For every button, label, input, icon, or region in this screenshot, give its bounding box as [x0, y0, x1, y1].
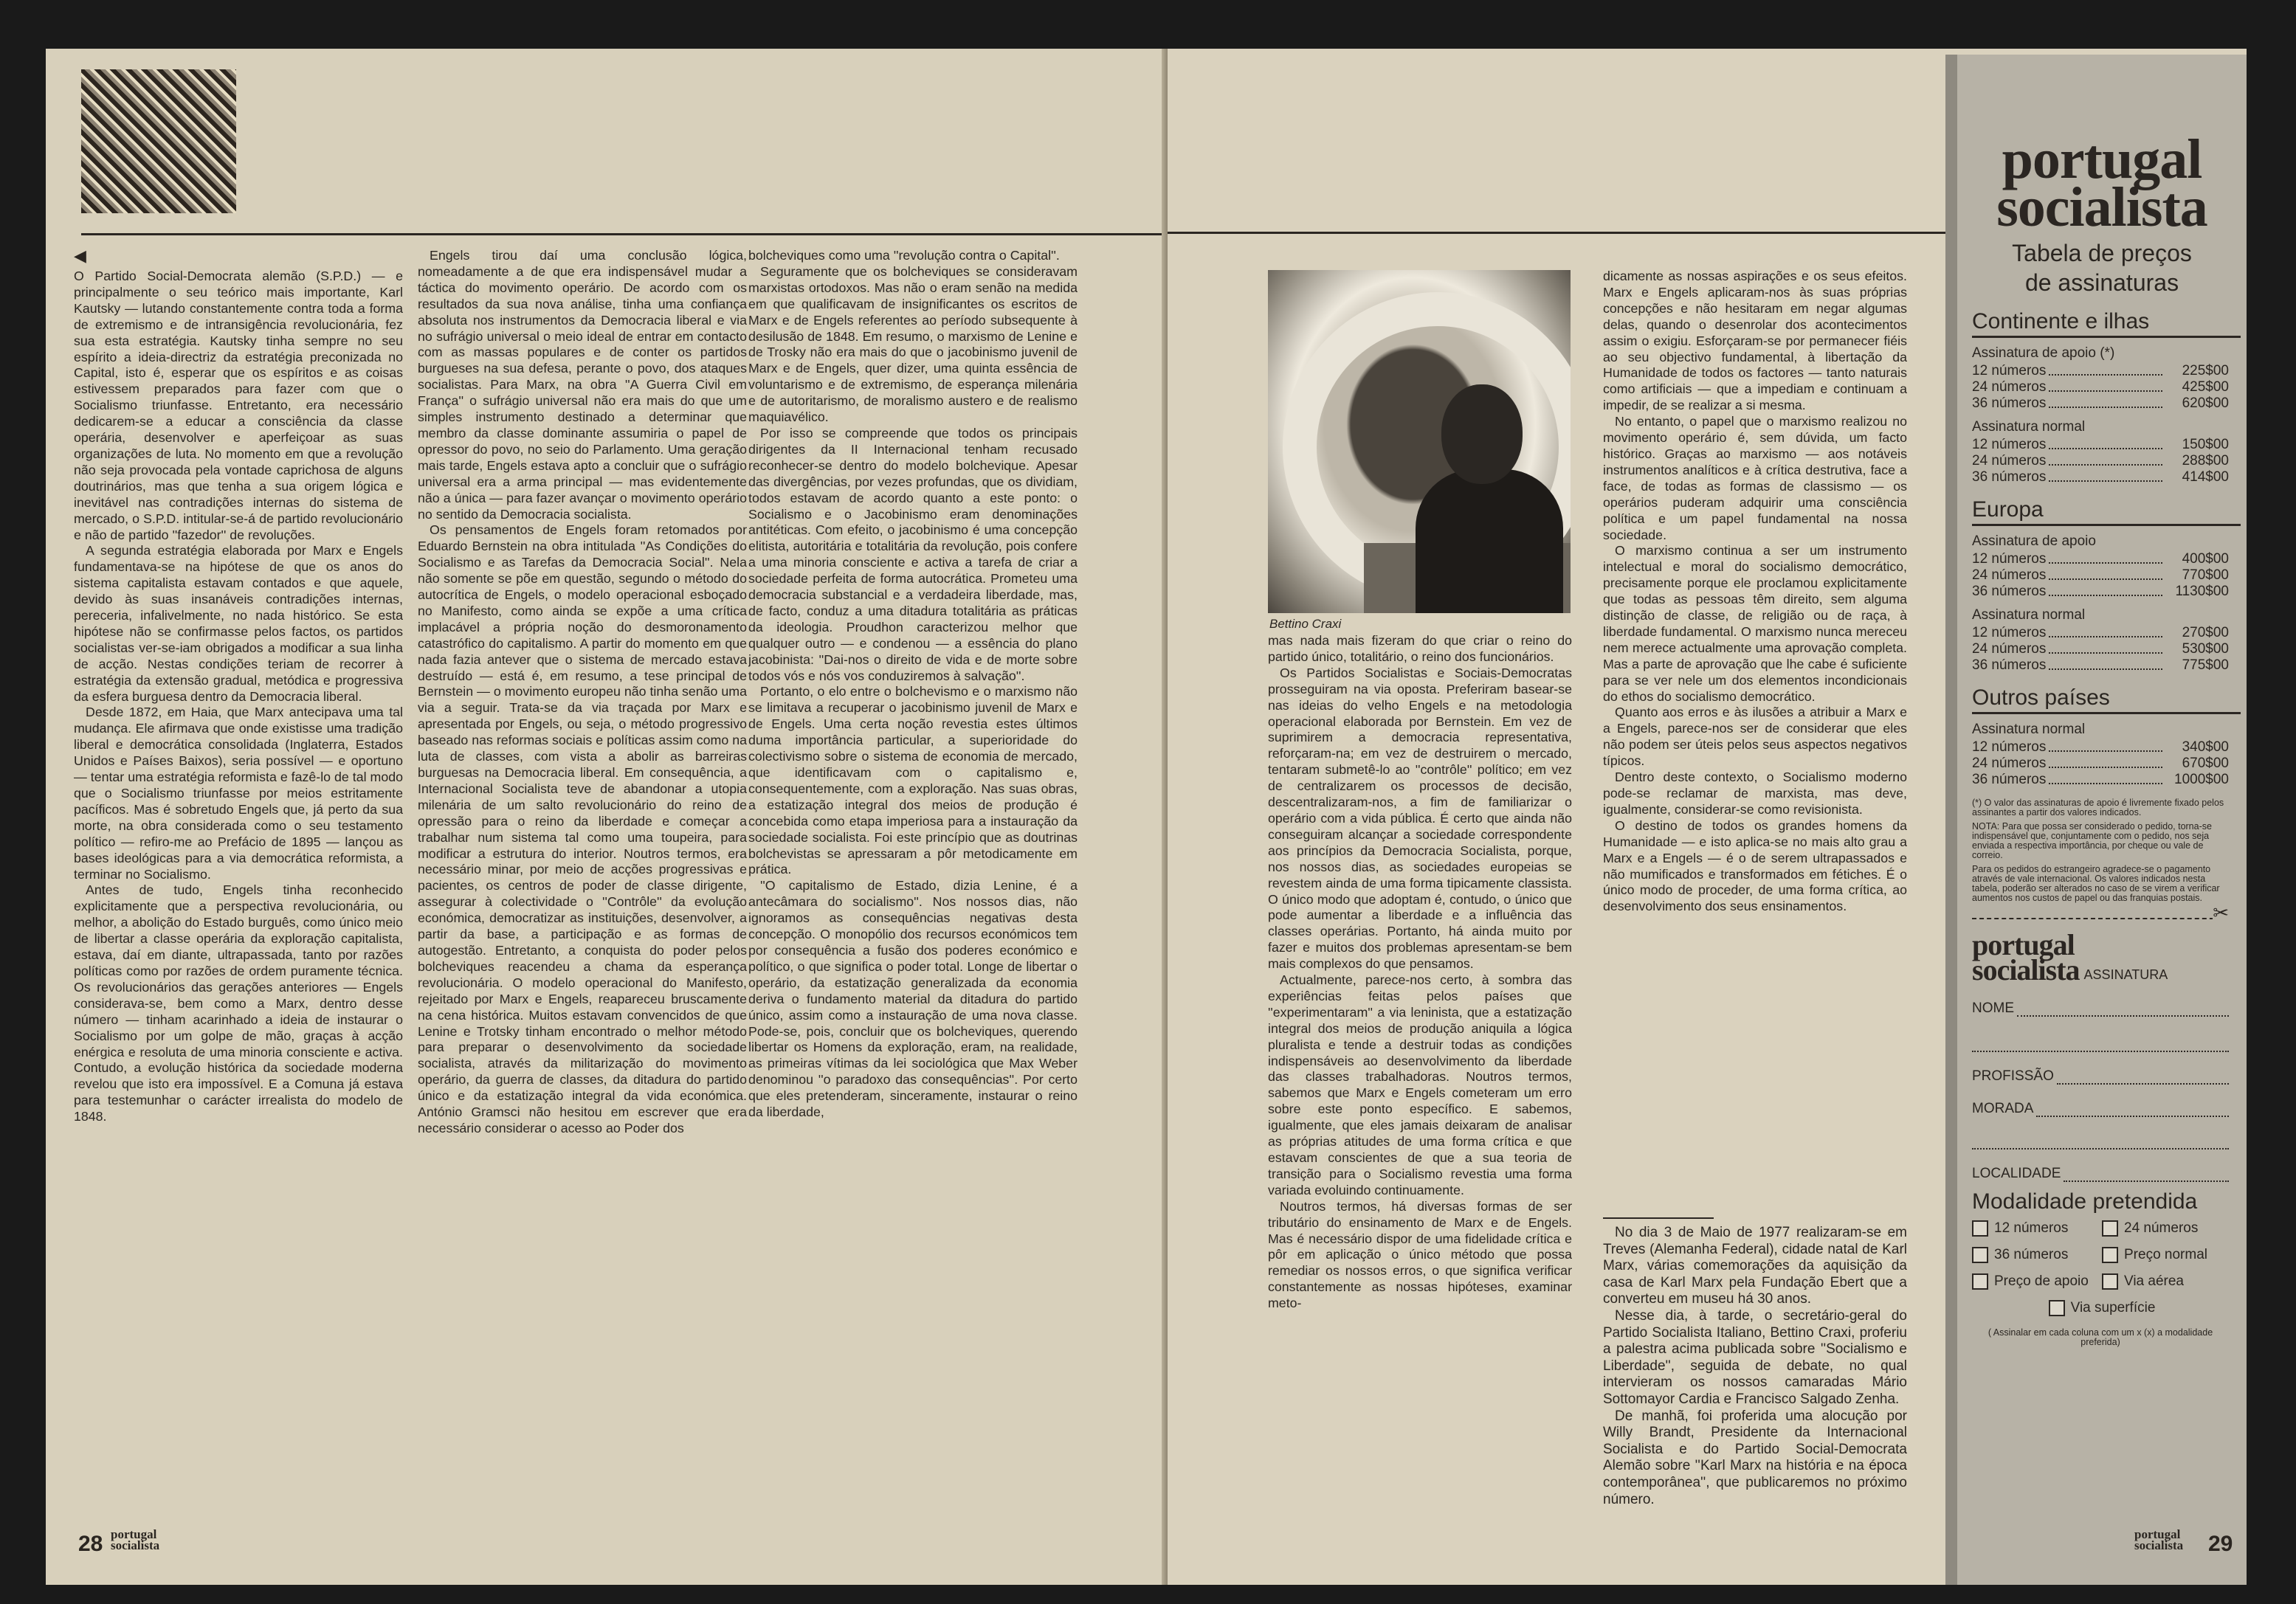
price-row: 12 números 400$00 [1972, 551, 2229, 567]
page-number: 28 [78, 1532, 103, 1556]
divider [1603, 1217, 1714, 1219]
paragraph: Engels tirou daí uma conclusão lógica, nomeadamente a de que era indispensável mudar a táctica do movimento operário. De acordo com os resultados da sua nova análise, tinha uma confiança absoluta nos instrumentos da Democracia liberal e via no sufrágio universal o meio ideal de entrar em contacto com as massas populares e de conter os partidos burgueses na sua defesa, perante o povo, dos ataques socialistas. Para Marx, na obra ''A Guerra Civil em França'' o sufrágio universal não era mais do que um simples instrumento destinado a determinar que membro da classe dominante assumiria o papel de opressor do povo, no seio do Parlamento. Uma geração mais tarde, Engels estava apto a concluir que o sufrágio universal era a arma principal — mas evidentemente não a única — para fazer avançar o movimento operário no sentido da Democracia socialista. [418, 248, 747, 522]
form-footnote: ( Assinalar em cada coluna com um x (x) a modalidade preferida) [1988, 1327, 2213, 1348]
right-page [1168, 49, 2247, 1585]
address-field[interactable]: MORADA [1972, 1099, 2229, 1117]
option-aerea[interactable]: Via aérea [2102, 1273, 2232, 1290]
price-row: 36 números 1130$00 [1972, 584, 2229, 600]
option-24[interactable]: 24 números [2102, 1220, 2232, 1237]
paragraph: O Partido Social-Democrata alemão (S.P.D.) — e principalmente o seu teórico mais importante, Karl Kautsky — lutando constantemente contra toda a forma de extremismo e de intransigência revolucionária, fez sua esta estratégia. Kautsky tinha sempre no seu espírito a ideia-directriz da estratégia preconizada no Capital, isto é, esperar que os espíritos e as coisas estivessem preparados para fazer com que o Socialismo triunfasse. Entretanto, era necessário dedicarem-se a educar a consciência da classe operária, desenvolver e aperfeiçoar as suas organizações de luta. No momento em que a revolução não seja provocada pela vontade caprichosa de alguns doutrinários, mas que tenha a sua origem lógica e inevitável nas contradições internas do sistema de mercado, o S.P.D. intitular-se-á de partido revolucionário e não de partido ''fazedor'' de revoluções. [74, 269, 403, 542]
page-number: 29 [2208, 1532, 2233, 1556]
paragraph: Noutros termos, há diversas formas de ser tributário do ensinamento de Marx e de Engels. Mas é necessário dispor de uma fidelidade crítica e pôr em aplicação o único método que possa remediar os nossos erros, o que significa verificar constantemente as nossas hipóteses, examinar meto- [1268, 1198, 1572, 1311]
price-row: 24 números 670$00 [1972, 756, 2229, 772]
footer-logo: portugal socialista [2134, 1527, 2184, 1552]
paragraph: Os Partidos Socialistas e Sociais-Democratas prosseguiram na via oposta. Preferiram basear-se nas ideias do velho Engels e na metodologia operacional elaborada por Bernstein. Em vez de suprimirem a democracia representativa, reforçaram-na; em vez de destruirem o mercado, tentaram submetê-lo ao ''contrôle'' político; em vez de centralizarem os processos de decisão, descentralizaram-nos, a fim de familiarizar o operário com a vida pública. É certo que ainda não conseguiram alcançar a sociedade correspondente aos princípios da Democracia Socialista, porque, nos nossos dias, as sociedades europeias se revestem ainda de uma forma tipicamente classista. O único modo que adoptam é, contudo, o único que pode aumentar a liberdade e a influência das classes operárias. Portanto, há ainda muito por fazer e muitos dos problemas apresentam-se bem mais complexos do que pensamos. [1268, 665, 1572, 972]
nota-text: NOTA: Para que possa ser considerado o pedido, torna-se indispensável que, conjuntamente com o pedido, nos seja enviada a respectiva importância, por cheque ou vale de correio. [1972, 821, 2212, 861]
right-column-1 [1268, 633, 1572, 1563]
paragraph: No entanto, o papel que o marxismo realizou no movimento operário é, sem dúvida, um facto histórico. Graças ao marxismo — aos notáveis instrumentos analíticos e à crítica destrutiva, face a face, de todas as formas de classismo — os operários puderam adquirir uma consciência política e um papel fundamental na nossa sociedade. [1603, 414, 1907, 542]
sidebar-logo: portugal socialista [1996, 128, 2207, 238]
paragraph: Dentro deste contexto, o Socialismo moderno pode-se reclamar de marxista, mas deve, igualmente, considerar-se como revisionista. [1603, 770, 1907, 817]
craxi-photo [1268, 270, 1571, 613]
section-heading: Outros países [1972, 685, 2241, 714]
paragraph: Portanto, o elo entre o bolchevismo e o marxismo não se limitava a recuperar o jacobinismo juvenil de Marx e de Engels. Uma certa noção revestia estes últimos duma importância particular, a superioridade do colectivismo sobre o sistema de economia de mercado, que identificavam com o capitalismo e, consequentemente, com a exploração. Nas suas obras, a estatização integral dos meios de produção é concebida como etapa imperiosa para a instauração da sociedade socialista. Foi este princípio que as doutrinas bolchevistas se apressaram a pôr metodicamente em prática. [748, 684, 1078, 877]
paragraph: Actualmente, parece-nos certo, à sombra das experiências feitas pelos países que ''experimentaram'' a via leninista, que a estatização integral dos meios de produção aniquila a lógica pluralista e tende a destruir todas as condições indispensáveis ao desenvolvimento da liberdade das classes trabalhadoras. Noutros termos, sabemos que Marx e Engels cometeram um erro sobre este ponto específico. E sabemos, igualmente, que eles jamais deixaram de analisar as próprias atitudes de uma forma crítica e que estavam conscientes de que a sua teoria de transição para o Socialismo revestia uma forma variada evoluindo continuamente. [1268, 972, 1572, 1197]
paragraph: Antes de tudo, Engels tinha reconhecido explicitamente que a perspectiva revolucionária, ou melhor, a abolição do Estado burguês, como único meio de libertar a classe operária da exploração capitalista, estava, daí em diante, ultrapassada, tanto por razões políticas como por razões de ordem puramente técnica. Os revolucionários das gerações anteriores — Engels considerava-se, bem como a Marx, dentro desse número — tinham acarinhado a ideia de instaurar o Socialismo por um golpe de mão, graças à acção enérgica e resoluta de uma minoria consciente e activa. Contudo, a evolução histórica da sociedade moderna revelou que isto era impossível. E a Comuna já estava para testemunhar o carácter irrealista do modelo de 1848. [74, 882, 403, 1124]
form-header [1972, 928, 2232, 987]
paragraph: ''O capitalismo de Estado, dizia Lenine, é a antecâmara do socialismo''. Nos nossos dias, não ignoramos as consequências negativas desta concepção. O monopólio dos recursos económicos tem por consequência a fusão dos poderes económico e político, o que significa o poder total. Longe de libertar o operário, da estatização generalizada da economia deriva o fundamento material da ditadura do partido único, assim como a instauração de uma nova classe. Pode-se, pois, concluir que os bolcheviques, querendo libertar os Homens da exploração, eram, na realidade, as primeiras vítimas da lei sociológica que Max Weber denominou ''o paradoxo das consequências''. Por certo que eles pretenderam, sinceramente, instaurar o reino da liberdade, [748, 878, 1078, 1120]
left-column-3 [748, 248, 1078, 1554]
news-box [1603, 1225, 1907, 1564]
group-label: Assinatura normal [1972, 419, 2086, 435]
paragraph: O destino de todos os grandes homens da Humanidade — e isto aplica-se no mais alto grau a Marx e a Engels — é o de serem ultrapassados e não mumificados e transformados em fétiches. É o único modo de proceder, de uma forma crítica, ao desenvolvimento dos seus ensinamentos. [1603, 817, 1907, 914]
cut-line [1972, 902, 2229, 924]
paragraph: No dia 3 de Maio de 1977 realizaram-se em Treves (Alemanha Federal), cidade natal de Karl Marx, várias comemorações da aquisição da casa de Karl Marx pela Fundação Ebert que a converteu em museu há 30 anos. [1603, 1225, 1907, 1307]
blank-line[interactable] [1972, 1132, 2229, 1150]
top-rule [81, 233, 1166, 235]
paragraph: Os pensamentos de Engels foram retomados por Eduardo Bernstein na obra intitulada ''As Condições do Socialismo e as Tarefas da Democracia Social''. Nela não somente se põe em questão, segundo o método do autocrítica de Engels, o modelo operacional esboçado no Manifesto, como ainda se expõe a uma crítica implacável a própria noção do desmoronamento catastrófico do capitalismo. A partir do momento em que nada fazia antever que o sistema de mercado estava destruído — está é, em resumo, a tese principal de Bernstein — o movimento europeu não tinha senão uma via a seguir. Trata-se da via traçada por Marx e apresentada por Engels, ou seja, o método progressivo baseado nas reformas sociais e políticas assim como na luta de classes, com vista a abolir as barreiras burguesas na Democracia liberal. Em consequência, a Internacional Socialista teve de abandonar a utopia milenária de um salto revolucionário do reino de opressão para o reino da liberdade e começar a trabalhar num sistema tal como uma toupeira, para modificar a estrutura do interior. Noutros termos, era necessário minar, por meio de acções progressivas e pacientes, os centros de poder de classe dirigente, assegurar à colectividade o ''Contrôle'' da evolução económica, democratizar as instituições, desenvolver, a partir da base, a participação e as formas de autogestão. Entretanto, a conquista do poder pelos bolcheviques reacendeu a chama da esperança revolucionária. O modelo operacional do Manifesto, rejeitado por Marx e Engels, reapareceu bruscamente na cena histórica. Muitos estavam convencidos de que Lenine e Trotsky tinham encontrado o melhor método para preparar o desenvolvimento da sociedade socialista, através da militarização do movimento operário, da guerra de classes, da ditadura do partido único e da estatização integral da vida económica. António Gramsci não hesitou em escrever que era necessário considerar o acesso ao Poder dos [418, 522, 747, 1135]
top-rule [1168, 232, 1945, 234]
paragraph: Nesse dia, à tarde, o secretário-geral do Partido Socialista Italiano, Bettino Craxi, proferiu a palestra acima publicada sobre ''Socialismo e Liberdade'', seguida de debate, no qual intervieram os nossos camaradas Mário Sottomayor Cardia e Francisco Salgado Zenha. [1603, 1307, 1907, 1407]
price-row: 12 números 150$00 [1972, 437, 2229, 453]
crowd-photo [81, 69, 236, 213]
paragraph: O marxismo continua a ser um instrumento intelectual e moral do socialismo democrático, precisamente porque ele proclamou explicitamente que todas as pessoas têm direito, sem alguma distinção de classe, de religião ou de raça, à liberdade fundamental. O marxismo nunca mereceu nem merece actualmente uma aprovação completa. Mas a parte de aprovação que lhe cabe é suficiente para se ver nele um dos elementos incondicionais do ethos do socialismo democrático. [1603, 543, 1907, 704]
group-label: Assinatura de apoio [1972, 533, 2096, 550]
right-column-2 [1603, 269, 1907, 1210]
price-row: 24 números 770$00 [1972, 567, 2229, 584]
price-row: 12 números 340$00 [1972, 739, 2229, 756]
paragraph: De manhã, foi proferida uma alocução por Willy Brandt, Presidente da Internacional Socialista e do Partido Social-Democrata Alemão sobre ''Karl Marx na história e na época contemporânea'', que publicaremos no próximo número. [1603, 1408, 1907, 1507]
locality-field[interactable]: LOCALIDADE [1972, 1164, 2229, 1182]
form-logo: portugal socialista [1972, 928, 2080, 987]
price-row: 36 números 775$00 [1972, 657, 2229, 674]
option-36[interactable]: 36 números [1972, 1247, 2102, 1263]
option-apoio[interactable]: Preço de apoio [1972, 1273, 2102, 1290]
name-field[interactable]: NOME [1972, 999, 2229, 1017]
blank-line[interactable] [1972, 1034, 2229, 1052]
paragraph: Quanto aos erros e às ilusões a atribuir a Marx e a Engels, parece-nos ser de considerar que eles não podem ser úteis pelos seus aspectos negativos típicos. [1603, 705, 1907, 769]
continue-arrow-icon: ◀ [74, 248, 86, 265]
left-column-2 [418, 248, 747, 1554]
price-table-title: Tabela de preços de assinaturas [2012, 240, 2192, 297]
price-row: 24 números 425$00 [1972, 379, 2229, 395]
profession-field[interactable]: PROFISSÃO [1972, 1067, 2229, 1085]
modality-options [1972, 1216, 2232, 1321]
paragraph: A segunda estratégia elaborada por Marx e Engels fundamentava-se na hipótese de que os anos do sistema capitalista estavam contados e que aquele, devido às suas insanáveis contradições internas, pereceria, infalivelmente, no nada histórico. Se esta hipótese não se confirmasse pelos factos, os partidos socialistas ver-se-iam obrigados a modificar a sua linha de acção. Nestas condições teriam de recorrer à estratégia da extensão gradual, metódica e progressiva da esfera burguesa dentro da Democracia liberal. [74, 543, 403, 704]
price-row: 36 números 414$00 [1972, 469, 2229, 485]
section-heading: Continente e ilhas [1972, 309, 2241, 338]
left-column-1 [74, 248, 403, 1554]
price-row: 24 números 530$00 [1972, 641, 2229, 657]
paragraph: bolcheviques como uma ''revolução contra o Capital''. [748, 248, 1060, 263]
modality-title: Modalidade pretendida [1972, 1189, 2198, 1214]
section-heading: Europa [1972, 497, 2241, 526]
paragraph: Seguramente que os bolcheviques se consideravam marxistas ortodoxos. Mas não o eram senão na medida em que qualificavam de insignificantes os escritos de Marx e de Engels referentes ao período subsequente à desilusão de 1848. Em resumo, o marxismo de Lenine e de Trosky não era mais do que o jacobinismo juvenil de Marx e de Engels, quer dizer, uma quinta essência de voluntarismo e de extremismo, de esperança milenária e de autoritarismo, de moralismo austero e de realismo maquiavélico. [748, 263, 1078, 425]
group-label: Assinatura normal [1972, 607, 2086, 623]
paragraph: Desde 1872, em Haia, que Marx antecipava uma tal mudança. Ele afirmava que onde existisse uma tradição liberal e democrática consolidada (Inglaterra, Estados Unidos e Países Baixos), seria possível — e oportuno — tentar uma estratégia reformista e fazê-lo de tal modo que o Socialismo triunfasse por meios estritamente pacíficos. Mas é sobretudo Engels que, já perto da sua morte, na obra considerada como o seu testamento político — refiro-me ao Prefácio de 1895 — lançou as bases ideológicas para a via democrática reformista, a terminar no Socialismo. [74, 705, 403, 882]
photo-caption: Bettino Craxi [1269, 617, 1342, 631]
price-row: 12 números 225$00 [1972, 363, 2229, 379]
price-row: 36 números 620$00 [1972, 395, 2229, 412]
option-normal[interactable]: Preço normal [2102, 1247, 2232, 1263]
option-12[interactable]: 12 números [1972, 1220, 2102, 1237]
paragraph: Por isso se compreende que todos os principais dirigentes da II Internacional tenham recusado reconhecer-se dentro do modelo bolchevique. Apesar das divergências, por vezes profundas, que os dividiam, todos estavam de acordo quanto a este ponto: o Socialismo e o Jacobinismo eram denominações antitéticas. Com efeito, o jacobinismo é uma concepção elitista, autoritária e totalitária da revolução, pois confere a uma minoria consciente e activa a tarefa de criar a sociedade perfeita de forma autocrática. Prometeu uma democracia substancial e a verdadeira liberdade, mas, de facto, conduz a uma ditadura totalitária as práticas da ideologia. Proudhon caracterizou melhor que qualquer outro — e condenou — a essência do plano jacobinista: ''Dai-nos o direito de vida e de morte sobre todos vós e nós vos conduziremos à salvação''. [748, 425, 1078, 683]
footer-logo: portugal socialista [111, 1527, 160, 1552]
price-row: 24 números 288$00 [1972, 453, 2229, 469]
price-row: 12 números 270$00 [1972, 625, 2229, 641]
left-page [46, 49, 1166, 1585]
subscription-sidebar [1945, 55, 2247, 1585]
option-superficie[interactable]: Via superfície [2049, 1300, 2156, 1316]
paragraph: dicamente as nossas aspirações e os seus efeitos. Marx e Engels aplicaram-nos às suas próprias concepções e não hesitaram em negar algumas delas, quando o desenrolar dos acontecimentos assim o exigiu. Esforçaram-se por permanecer fiéis ao seu objectivo fundamental, à libertação da Humanidade de todos os factores — tanto naturais como artificiais — que a impediam e continuam a impedir, de se realizar a si mesma. [1603, 269, 1907, 413]
nota-text: Para os pedidos do estrangeiro agradece-se o pagamento através de vale internacional. Os valores indicados nesta tabela, poderão ser alterados no caso de se virem a verificar aumentos nos custos de papel ou das franquias postais. [1972, 864, 2220, 904]
scissors-icon: ✂ [2213, 902, 2229, 924]
form-label: ASSINATURA [2083, 967, 2168, 983]
group-label: Assinatura de apoio (*) [1972, 345, 2115, 362]
price-row: 36 números 1000$00 [1972, 772, 2229, 788]
group-label: Assinatura normal [1972, 722, 2086, 738]
paragraph: mas nada mais fizeram do que criar o reino do partido único, totalitário, o reino dos funcionários. [1268, 633, 1572, 664]
footnote-text: (*) O valor das assinaturas de apoio é livremente fixado pelos assinantes a partir dos valores indicados. [1972, 798, 2224, 818]
